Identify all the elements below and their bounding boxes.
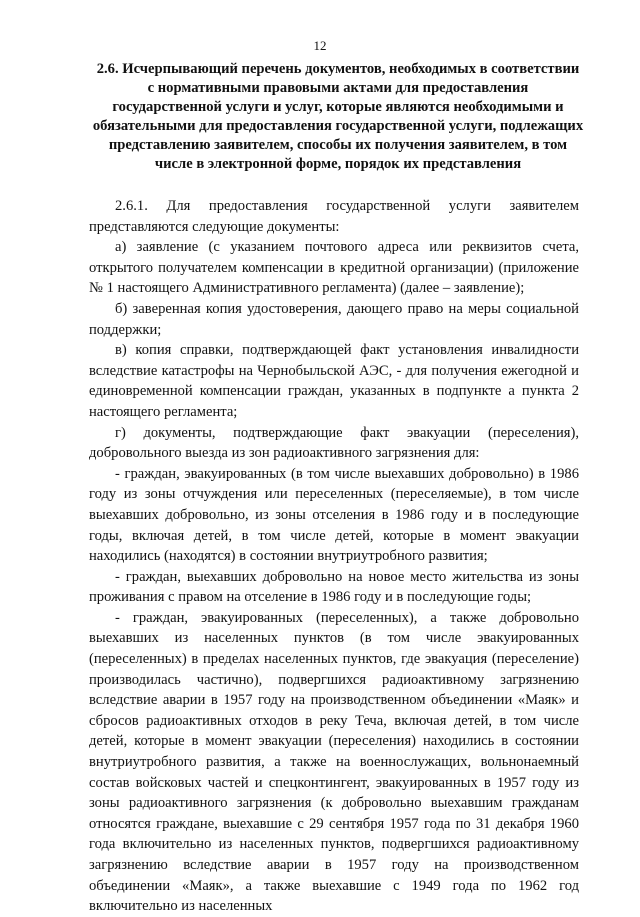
paragraph: - граждан, выехавших добровольно на новое место жительства из зоны проживания с правом на отселение в 1986 году и в последующие годы;: [89, 568, 579, 606]
paragraph: а) заявление (с указанием почтового адреса или реквизитов счета, открытого получателем компенсации в кредитной организации) (приложение № 1 настоящего Административного регламента) (далее – заявление);: [89, 239, 579, 297]
paragraph: 2.6.1. Для предоставления государственной услуги заявителем представляются следующие документы:: [89, 198, 579, 235]
paragraph: б) заверенная копия удостоверения, дающего право на меры социальной поддержки;: [89, 300, 579, 338]
paragraph: г) документы, подтверждающие факт эвакуации (переселения), добровольного выезда из зон радиоактивного загрязнения для:: [89, 424, 579, 462]
paragraph: в) копия справки, подтверждающей факт установления инвалидности вследствие катастрофы на Чернобыльской АЭС, - для получения ежегодной и единовременной компенсации граждан, указанных в подпункте а пункта 2 настоящего регламента;: [89, 342, 579, 420]
document-body: [89, 196, 579, 917]
paragraph: - граждан, эвакуированных (в том числе выехавших добровольно) в 1986 году из зоны отчуждения или переселенных (переселяемые), в том числе выехавших добровольно, из зоны отселения в 1986 году и в последующие годы, включая детей, в том числе детей, которые в момент эвакуации находились (находятся) в состоянии внутриутробного развития;: [89, 465, 579, 565]
paragraph: - граждан, эвакуированных (переселенных), а также добровольно выехавших из населенных пунктов (в том числе эвакуированных (переселенных) в пределах населенных пунктов, где эвакуация (переселение) производилась частично), подвергшихся радиоактивному загрязнению вследствие аварии в 1957 году на производственном объединении «Маяк» и сбросов радиоактивных отходов в реку Теча, включая детей, в том числе детей, которые в момент эвакуации (переселения) находились в состоянии внутриутробного развития, а также на военнослужащих, вольнонаемный состав войсковых частей и спецконтингент, эвакуированных в 1957 году из зоны радиоактивного загрязнения (к добровольно выехавшим гражданам относятся граждане, выехавшие с 29 сентября 1957 года по 31 декабря 1960 года включительно из населенных пунктов, подвергшихся радиоактивному загрязнению вследствие аварии в 1957 году на производственном объединении «Маяк», а также выехавшие с 1949 года по 1962 год включительно из населенных: [89, 609, 579, 915]
page-number: 12: [313, 38, 327, 53]
section-heading: 2.6. Исчерпывающий перечень документов, необходимых в соответствии с нормативными правовыми актами для предоставления государственной услуги и услуг, которые являются необходимыми и обязательными для предоставления государственной услуги, подлежащих представлению заявителем, способы их получения заявителем, в том числе в электронной форме, порядок их представления: [92, 61, 584, 172]
